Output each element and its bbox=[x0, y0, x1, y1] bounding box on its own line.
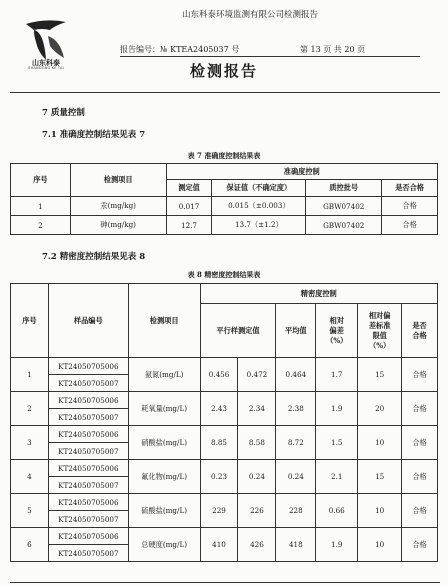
cell-rel-dev: 1.5 bbox=[316, 426, 358, 460]
table7-header-measured: 测定值 bbox=[166, 180, 212, 197]
header-line: 合格 bbox=[412, 330, 427, 340]
table8-header-group: 精密度控制 bbox=[200, 284, 437, 304]
cell-item: 氟化物(mg/L) bbox=[128, 460, 200, 494]
table7-header-group: 准确度控制 bbox=[166, 164, 437, 180]
cell-parallel-2: 226 bbox=[238, 494, 276, 528]
header-line: 偏差 bbox=[329, 325, 344, 335]
header-line: 限值 bbox=[372, 330, 387, 340]
cell-qualified: 合格 bbox=[382, 216, 438, 235]
cell-limit: 10 bbox=[358, 426, 402, 460]
table-row bbox=[11, 494, 438, 511]
cell-parallel-1: 8.85 bbox=[200, 426, 238, 460]
cell-parallel-1: 0.23 bbox=[200, 460, 238, 494]
cell-seq: 1 bbox=[11, 197, 71, 216]
cell-item: 砷(mg/kg) bbox=[70, 216, 166, 235]
table7-caption: 表 7 准确度控制结果表 bbox=[187, 151, 261, 160]
cell-rel-dev: 0.66 bbox=[316, 494, 358, 528]
cell-rel-dev: 1.9 bbox=[316, 528, 358, 562]
cell-rel-dev: 2.1 bbox=[316, 460, 358, 494]
cell-guarantee: 0.015（±0.003） bbox=[212, 197, 306, 216]
table7-header-guarantee: 保证值（不确定度） bbox=[212, 180, 306, 197]
cell-seq: 2 bbox=[11, 216, 71, 235]
cell-measured: 12.7 bbox=[166, 216, 212, 235]
header-line: 是否 bbox=[412, 320, 427, 330]
cell-sample: KT24050705006 bbox=[48, 426, 128, 443]
cell-seq: 4 bbox=[11, 460, 49, 494]
cell-ok: 合格 bbox=[402, 392, 438, 426]
cell-sample: KT24050705006 bbox=[48, 358, 128, 375]
cell-limit: 15 bbox=[358, 358, 402, 392]
header-line: 相对 bbox=[329, 315, 344, 325]
cell-avg: 418 bbox=[276, 528, 316, 562]
cell-parallel-2: 2.34 bbox=[238, 392, 276, 426]
cell-parallel-2: 0.472 bbox=[238, 358, 276, 392]
header-line: （%） bbox=[369, 340, 391, 350]
cell-ok: 合格 bbox=[402, 460, 438, 494]
cell-limit: 10 bbox=[358, 494, 402, 528]
cell-parallel-2: 0.24 bbox=[238, 460, 276, 494]
cell-sample: KT24050705006 bbox=[48, 460, 128, 477]
bottom-divider bbox=[10, 582, 440, 583]
cell-limit: 20 bbox=[358, 392, 402, 426]
cell-item: 氨氮(mg/L) bbox=[128, 358, 200, 392]
cell-seq: 1 bbox=[11, 358, 49, 392]
cell-sample: KT24050705006 bbox=[48, 494, 128, 511]
cell-parallel-2: 8.58 bbox=[238, 426, 276, 460]
cell-item: 硫酸盐(mg/L) bbox=[128, 494, 200, 528]
cell-parallel-1: 410 bbox=[200, 528, 238, 562]
table-row bbox=[11, 460, 438, 477]
table8-header-item: 检测项目 bbox=[128, 284, 200, 358]
cell-batch: GBW07402 bbox=[306, 216, 382, 235]
cell-limit: 10 bbox=[358, 528, 402, 562]
cell-avg: 228 bbox=[276, 494, 316, 528]
table-row bbox=[11, 216, 438, 235]
cell-seq: 5 bbox=[11, 494, 49, 528]
cell-rel-dev: 1.7 bbox=[316, 358, 358, 392]
cell-seq: 6 bbox=[11, 528, 49, 562]
table7-header-batch: 质控批号 bbox=[306, 180, 382, 197]
cell-parallel-1: 2.43 bbox=[200, 392, 238, 426]
page-title: 检测报告 bbox=[189, 62, 258, 80]
cell-measured: 0.017 bbox=[166, 197, 212, 216]
cell-ok: 合格 bbox=[402, 528, 438, 562]
table-row bbox=[11, 392, 438, 409]
table8-body bbox=[11, 358, 438, 562]
cell-item: 硝酸盐(mg/L) bbox=[128, 426, 200, 460]
cell-ok: 合格 bbox=[402, 494, 438, 528]
cell-guarantee: 13.7（±1.2） bbox=[212, 216, 306, 235]
cell-sample: KT24050705007 bbox=[48, 545, 128, 562]
cell-parallel-1: 0.456 bbox=[200, 358, 238, 392]
accuracy-table bbox=[10, 163, 438, 235]
table7-header-item: 检测项目 bbox=[70, 164, 166, 197]
cell-sample: KT24050705007 bbox=[48, 477, 128, 494]
table-row bbox=[11, 358, 438, 375]
cell-ok: 合格 bbox=[402, 358, 438, 392]
cell-rel-dev: 1.9 bbox=[316, 392, 358, 426]
header-line: （%） bbox=[326, 335, 348, 345]
cell-sample: KT24050705007 bbox=[48, 375, 128, 392]
header-line: 差标准 bbox=[368, 320, 391, 330]
cell-item: 耗氧量(mg/L) bbox=[128, 392, 200, 426]
cell-seq: 2 bbox=[11, 392, 49, 426]
cell-qualified: 合格 bbox=[382, 197, 438, 216]
table-row bbox=[11, 528, 438, 545]
page-info: 第 13 页 共 20 页 bbox=[300, 45, 366, 54]
cell-parallel-2: 426 bbox=[238, 528, 276, 562]
cell-parallel-1: 229 bbox=[200, 494, 238, 528]
table-row bbox=[11, 197, 438, 216]
subsection-precision: 7.2 精密度控制结果见表 8 bbox=[42, 252, 146, 262]
table8-header-limit bbox=[358, 304, 402, 358]
company-logo bbox=[20, 18, 72, 62]
cell-sample: KT24050705006 bbox=[48, 392, 128, 409]
cell-sample: KT24050705007 bbox=[48, 443, 128, 460]
table8-header-rel-dev bbox=[316, 304, 358, 358]
company-name: 山东科泰环境监测有限公司检测报告 bbox=[181, 10, 318, 20]
cell-limit: 15 bbox=[358, 460, 402, 494]
cell-batch: GBW07402 bbox=[306, 197, 382, 216]
cell-ok: 合格 bbox=[402, 426, 438, 460]
cell-avg: 2.38 bbox=[276, 392, 316, 426]
title-divider bbox=[10, 92, 440, 93]
logo-text: 山东科泰 bbox=[32, 59, 60, 67]
table8-header-ok bbox=[402, 304, 438, 358]
cell-seq: 3 bbox=[11, 426, 49, 460]
cell-sample: KT24050705006 bbox=[48, 528, 128, 545]
subsection-accuracy: 7.1 准确度控制结果见表 7 bbox=[42, 130, 146, 140]
table8-header-parallel: 平行样测定值 bbox=[200, 304, 276, 358]
table8-caption: 表 8 精密度控制结果表 bbox=[187, 270, 261, 279]
cell-avg: 0.464 bbox=[276, 358, 316, 392]
cell-item: 汞(mg/kg) bbox=[70, 197, 166, 216]
precision-table bbox=[10, 283, 438, 562]
table8-header-avg: 平均值 bbox=[276, 304, 316, 358]
logo-subtext: SHANDONG KE TAI bbox=[28, 66, 64, 70]
cell-item: 总硬度(mg/L) bbox=[128, 528, 200, 562]
cell-avg: 8.72 bbox=[276, 426, 316, 460]
table7-header-qualified: 是否合格 bbox=[382, 180, 438, 197]
table8-header-seq: 序号 bbox=[11, 284, 49, 358]
table8-header-sample: 样品编号 bbox=[48, 284, 128, 358]
header-divider bbox=[120, 56, 420, 57]
header-line: 相对偏 bbox=[368, 310, 391, 320]
cell-avg: 0.24 bbox=[276, 460, 316, 494]
report-number: 报告编号：№ KTEA2405037 号 bbox=[120, 45, 240, 54]
section-title: 7 质量控制 bbox=[42, 108, 85, 118]
table-row bbox=[11, 426, 438, 443]
cell-sample: KT24050705007 bbox=[48, 511, 128, 528]
cell-sample: KT24050705007 bbox=[48, 409, 128, 426]
table7-header-seq: 序号 bbox=[11, 164, 71, 197]
